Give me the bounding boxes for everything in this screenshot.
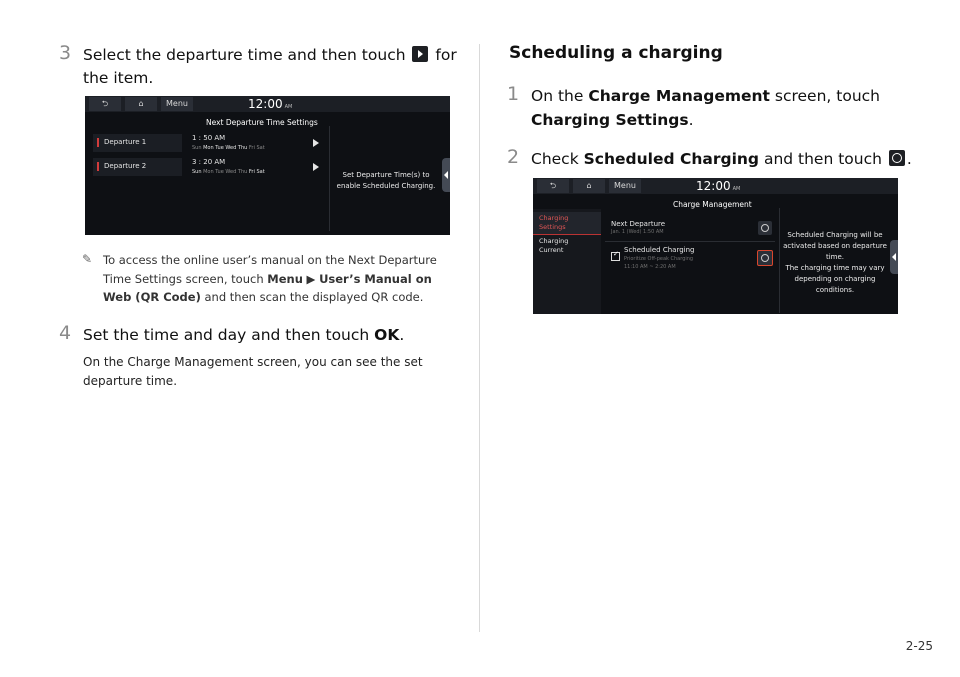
note-line-2-text: Time Settings screen, touch — [103, 271, 268, 286]
home-button[interactable]: ⌂ — [125, 97, 157, 111]
day-mon: Mon — [203, 145, 214, 151]
side-item-charging-current-label[interactable]: Charging Current — [539, 237, 569, 254]
note-qr-label: Web (QR Code) — [103, 290, 201, 304]
step-2-scheduled: Scheduled Charging — [583, 150, 760, 168]
play-arrow-icon — [412, 46, 428, 62]
departure-2-marker — [97, 162, 99, 171]
step-4-ok: OK — [374, 326, 400, 344]
departure-1-time: 1 : 50 AM — [192, 134, 226, 142]
panel-divider — [779, 208, 780, 313]
step-4-desc-line-1: On the Charge Management screen, you can see the set — [83, 355, 423, 369]
step-4-number: 4 — [59, 322, 72, 344]
step-1-text — [531, 84, 880, 132]
charge-management-screenshot — [533, 178, 898, 314]
scheduled-gear-icon[interactable] — [757, 250, 773, 266]
step-3-text-a: Select the departure time and then touch — [83, 46, 406, 64]
day-sat: Sat — [256, 169, 265, 175]
step-1-text-b: screen, touch — [769, 87, 880, 105]
day-sun: Sun — [192, 169, 202, 175]
settings-gear-icon — [889, 150, 905, 166]
departure-1-marker — [97, 138, 99, 147]
departure-2-time: 3 : 20 AM — [192, 158, 226, 166]
note-menu-label: Menu — [267, 271, 303, 286]
next-departure-label[interactable]: Next Departure — [611, 220, 666, 228]
departure-1-arrow-icon[interactable] — [313, 139, 319, 147]
panel-divider — [329, 126, 330, 231]
right-line-6: conditions. — [815, 286, 855, 294]
section-heading: Scheduling a charging — [509, 43, 723, 63]
clock-ampm: AM — [732, 186, 741, 192]
day-fri: Fri — [248, 169, 255, 175]
step-3-text-line2: the item. — [83, 69, 154, 87]
clock-time: 12:00 — [696, 179, 731, 193]
step-4-text — [83, 323, 404, 347]
screen-title: Charge Management — [673, 200, 752, 209]
back-button[interactable]: ⮌ — [89, 97, 121, 111]
menu-button[interactable]: Menu — [161, 97, 193, 111]
step-4-text-b: . — [399, 326, 405, 344]
departure-1-label: Departure 1 — [104, 138, 147, 146]
scheduled-sub-2: 11:10 AM ~ 2:20 AM — [624, 264, 676, 270]
clock — [248, 96, 292, 115]
note-line-3 — [103, 288, 437, 307]
day-tue: Tue — [215, 169, 224, 175]
departure-1-days — [192, 145, 265, 151]
day-wed: Wed — [225, 169, 237, 175]
step-1-charge-mgmt: Charge Management — [588, 87, 770, 105]
page-number: 2-25 — [905, 639, 933, 653]
next-departure-screenshot — [85, 96, 450, 235]
note-line-3-text: and then scan the displayed QR code. — [200, 290, 424, 304]
step-3-text-b: for — [435, 46, 457, 64]
step-2-number: 2 — [507, 146, 520, 168]
step-1-line-2 — [531, 108, 880, 132]
right-panel-text — [331, 170, 441, 192]
back-button[interactable]: ⮌ — [537, 179, 569, 193]
day-tue: Tue — [215, 145, 224, 151]
step-4-description — [83, 353, 423, 391]
departure-2-label: Departure 2 — [104, 162, 147, 170]
side-panel-handle-icon[interactable] — [890, 240, 898, 274]
step-3-text — [83, 43, 457, 67]
right-line-2: activated based on departure — [783, 242, 887, 250]
right-line-4: The charging time may vary — [785, 264, 885, 272]
next-departure-sub: Jan. 1 (Wed) 1:50 AM — [611, 229, 664, 235]
screen-title: Next Departure Time Settings — [206, 118, 318, 127]
note-arrow-icon: ▶ — [306, 271, 316, 286]
right-line-5: depending on charging — [794, 275, 876, 283]
clock-ampm: AM — [284, 104, 293, 110]
clock-time: 12:00 — [248, 97, 283, 111]
note-line-1: To access the online user’s manual on the Next Departure — [103, 253, 437, 267]
clock — [696, 178, 740, 197]
step-4-desc-line-2: departure time. — [83, 374, 178, 388]
day-sat: Sat — [256, 145, 265, 151]
next-departure-gear-icon[interactable] — [758, 221, 772, 235]
right-panel-line-1: Set Departure Time(s) to — [342, 171, 430, 179]
departure-2-days — [192, 169, 265, 175]
step-1-text-c: . — [688, 111, 694, 129]
step-1-number: 1 — [507, 83, 520, 105]
side-panel-handle-icon[interactable] — [442, 158, 450, 192]
home-button[interactable]: ⌂ — [573, 179, 605, 193]
scheduled-checkbox[interactable]: ✓ — [611, 252, 620, 261]
step-2-text-c: . — [906, 150, 912, 168]
day-mon: Mon — [203, 169, 214, 175]
step-2-text-a: Check — [531, 150, 584, 168]
step-4-text-a: Set the time and day and then touch — [83, 326, 375, 344]
column-divider — [479, 44, 480, 632]
day-sun: Sun — [192, 145, 202, 151]
note-pencil-icon: ✎ — [82, 252, 93, 266]
row-divider — [605, 241, 775, 242]
step-2-text — [531, 147, 912, 171]
day-thu: Thu — [237, 145, 248, 151]
note-manual-label: User’s Manual on — [319, 271, 432, 286]
right-line-1: Scheduled Charging will be — [787, 231, 883, 239]
note-line-2 — [103, 270, 437, 289]
step-1-line-1 — [531, 84, 880, 108]
note-text — [103, 251, 437, 307]
day-thu: Thu — [237, 169, 248, 175]
right-panel-text — [781, 230, 889, 296]
step-1-text-a: On the — [531, 87, 589, 105]
departure-2-arrow-icon[interactable] — [313, 163, 319, 171]
scheduled-charging-label: Scheduled Charging — [624, 246, 695, 254]
step-1-charging-settings: Charging Settings — [531, 111, 689, 129]
right-line-3: time. — [825, 253, 845, 261]
side-item-charging-settings-label: Charging Settings — [539, 214, 569, 231]
step-2-text-b: and then touch — [759, 150, 882, 168]
scheduled-sub-1: Prioritize Off-peak Charging — [624, 256, 694, 262]
right-panel-line-2: enable Scheduled Charging. — [336, 182, 436, 190]
day-wed: Wed — [225, 145, 237, 151]
day-fri: Fri — [248, 145, 255, 151]
menu-button[interactable]: Menu — [609, 179, 641, 193]
step-3-number: 3 — [59, 42, 72, 64]
